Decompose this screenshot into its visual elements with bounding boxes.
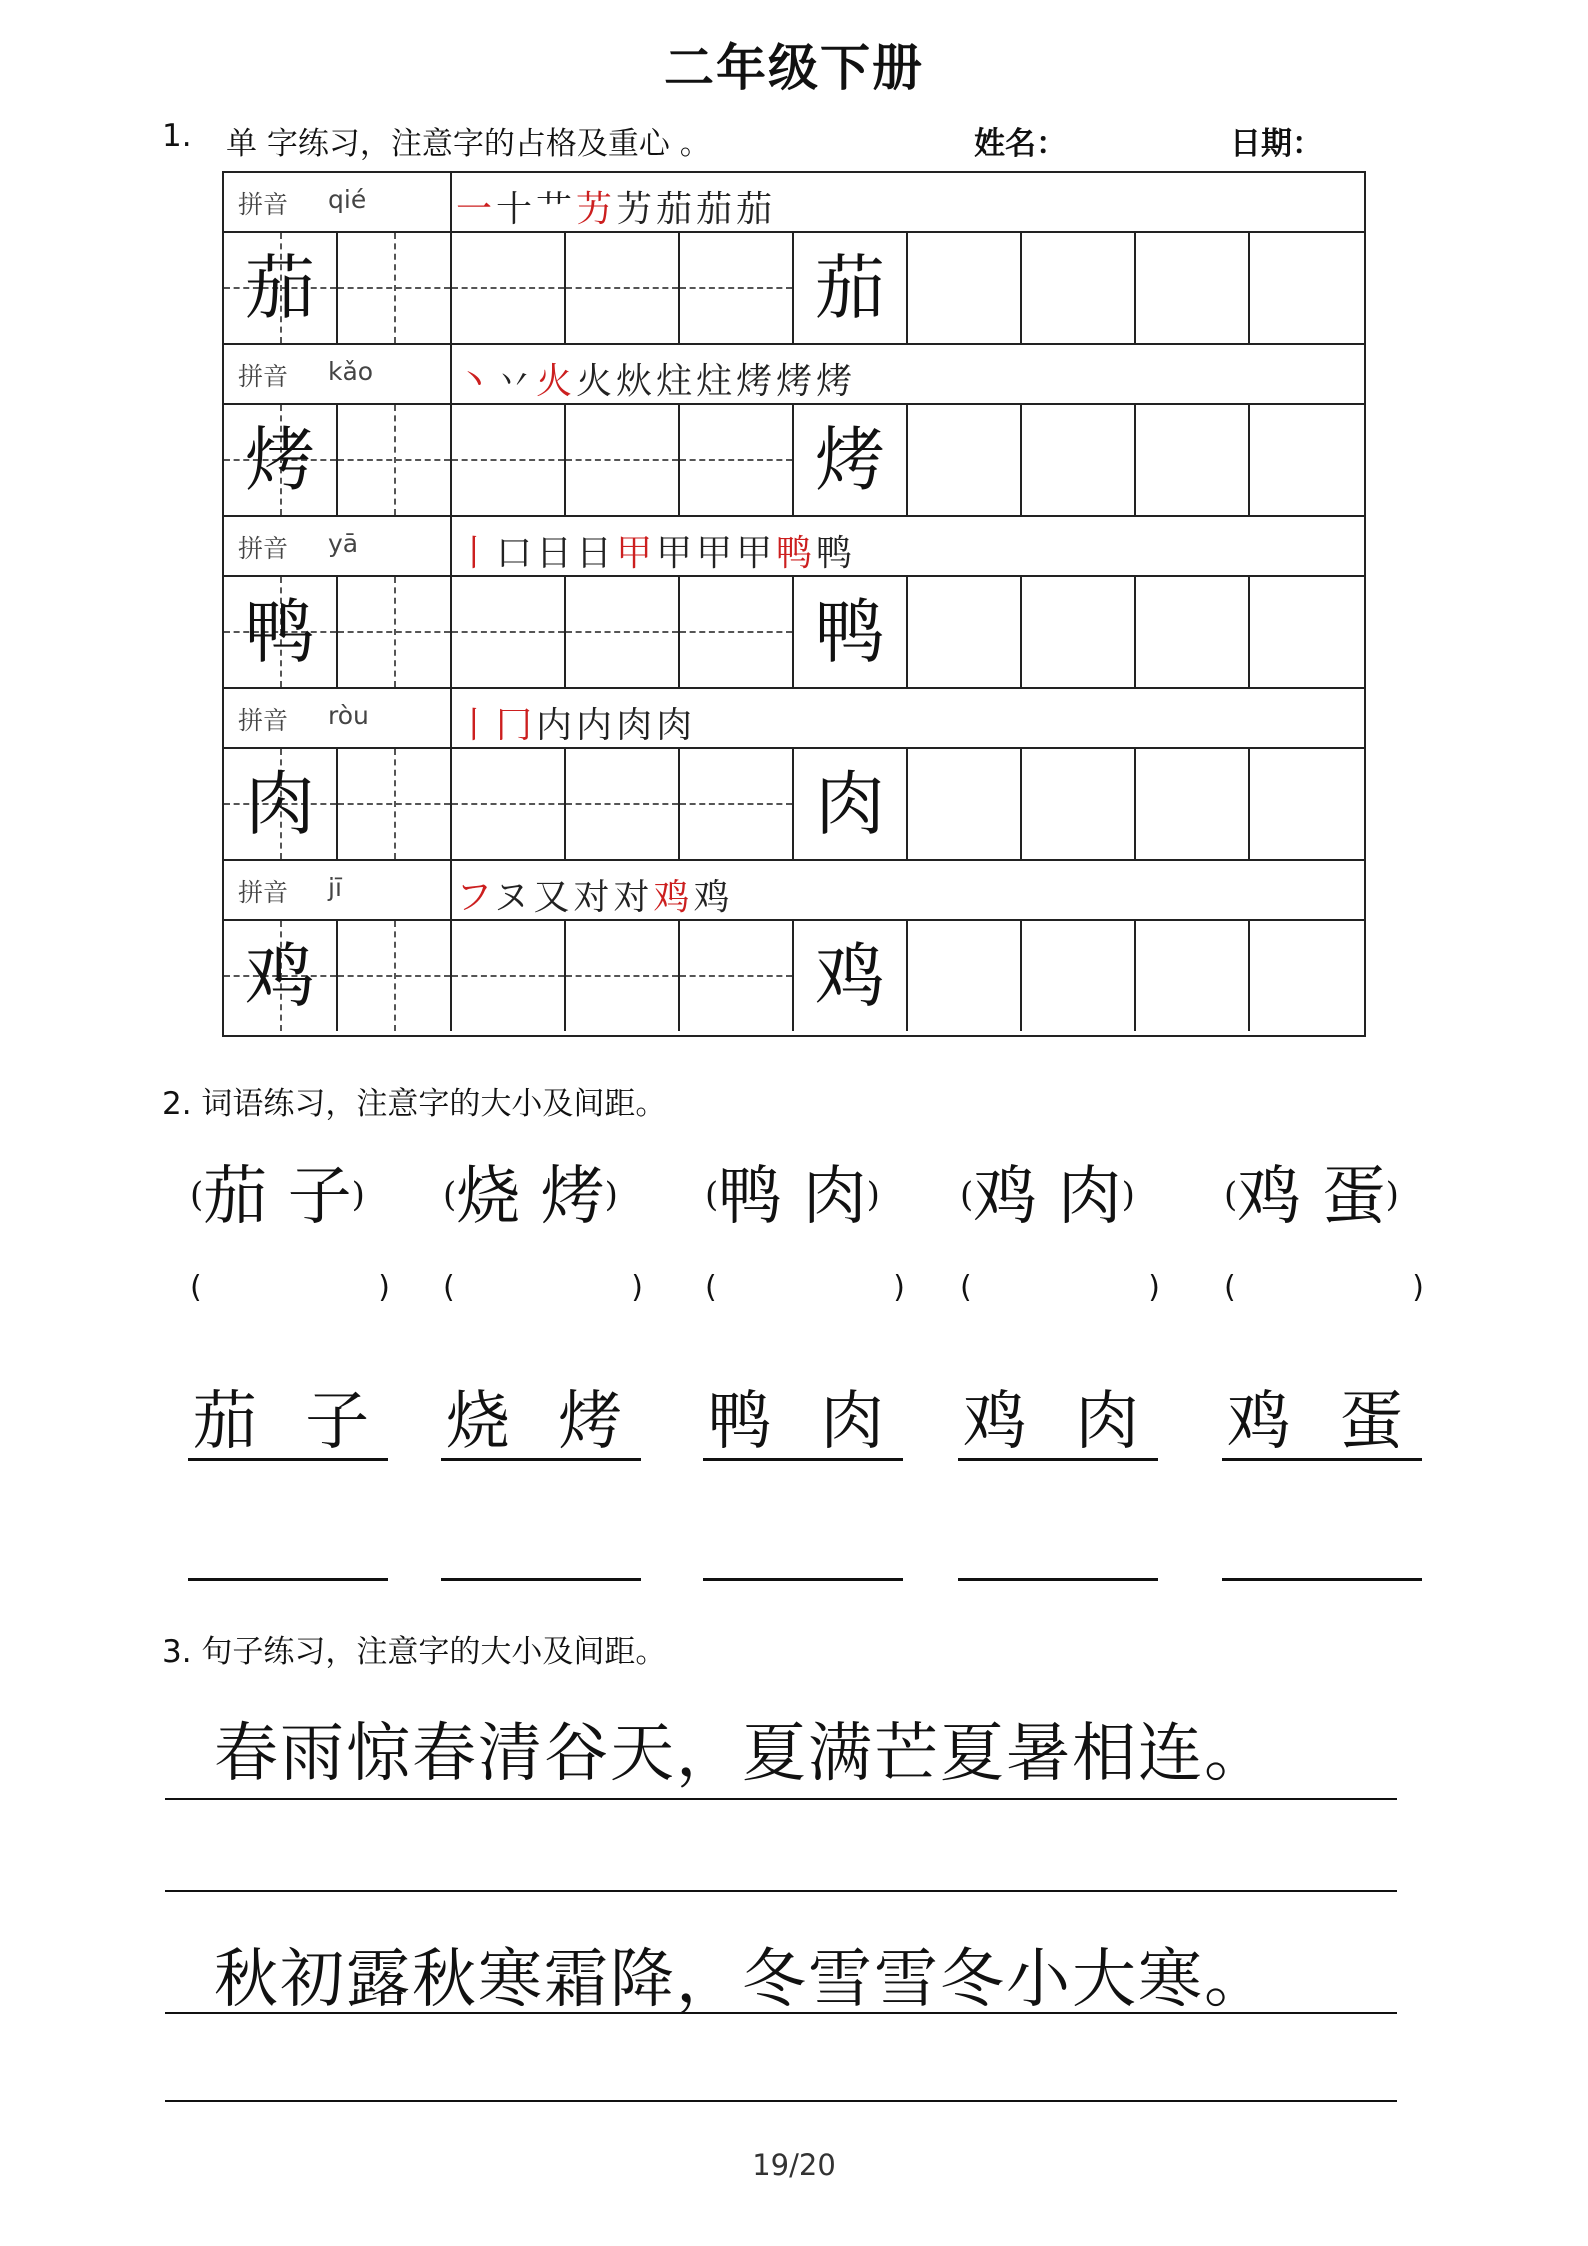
guide-line-horizontal <box>680 287 792 289</box>
stroke-order <box>456 181 776 232</box>
write-underline[interactable] <box>703 1578 903 1581</box>
pinyin-row <box>224 173 1364 233</box>
writing-cell[interactable] <box>1022 405 1136 515</box>
write-underline[interactable] <box>958 1578 1158 1581</box>
open-paren: ( <box>190 1270 202 1305</box>
stroke-step: 冂 <box>496 705 537 746</box>
word-model <box>1224 1145 1399 1237</box>
writing-cell[interactable] <box>566 405 680 515</box>
writing-cell[interactable] <box>1250 577 1364 687</box>
writing-cell[interactable] <box>794 921 908 1031</box>
stroke-step: 烤 <box>816 361 857 402</box>
model-cell <box>224 233 338 343</box>
stroke-step: 鸭 <box>816 533 857 574</box>
stroke-step: 肉 <box>616 705 657 746</box>
column-divider <box>450 345 452 403</box>
character-practice-grid <box>222 171 1366 1037</box>
sentence-writing-line[interactable] <box>165 1890 1397 1892</box>
stroke-step: 艹 <box>536 189 577 230</box>
guide-line-horizontal <box>452 975 564 977</box>
trace-character: 茄 <box>815 247 885 329</box>
stroke-step: 火 <box>576 361 617 402</box>
stroke-step: 对 <box>613 877 654 918</box>
guide-line-vertical <box>394 749 396 859</box>
character-row <box>224 577 1364 689</box>
stroke-order <box>456 525 856 576</box>
page-title: 二年级下册 <box>664 39 924 97</box>
writing-cell[interactable] <box>338 233 452 343</box>
guide-line-horizontal <box>452 287 564 289</box>
guide-line-horizontal <box>566 803 678 805</box>
writing-cell[interactable] <box>680 749 794 859</box>
column-divider <box>450 861 452 919</box>
model-character: 烤 <box>245 419 315 501</box>
trace-underline <box>1222 1458 1422 1461</box>
writing-cell[interactable] <box>1136 405 1250 515</box>
writing-cell[interactable] <box>338 921 452 1031</box>
trace-underline <box>958 1458 1158 1461</box>
stroke-step: 肉 <box>656 705 697 746</box>
stroke-step: 茄 <box>736 189 777 230</box>
model-cell <box>224 577 338 687</box>
stroke-step: 甲 <box>656 533 697 574</box>
writing-cell[interactable] <box>794 405 908 515</box>
guide-line-horizontal <box>452 631 564 633</box>
pinyin-label: 拼音 <box>238 190 289 219</box>
column-divider <box>450 689 452 747</box>
guide-line-vertical <box>394 405 396 515</box>
word-text: 烧 烤 <box>456 1160 605 1234</box>
close-paren: ) <box>351 1175 365 1215</box>
model-cell <box>224 405 338 515</box>
stroke-step: 炷 <box>656 361 697 402</box>
column-divider <box>450 173 452 231</box>
guide-line-vertical <box>394 921 396 1031</box>
trace-word: 鸡 蛋 <box>1226 1385 1418 1459</box>
guide-line-horizontal <box>566 287 678 289</box>
trace-underline <box>703 1458 903 1461</box>
writing-cell[interactable] <box>908 405 1022 515</box>
writing-cell[interactable] <box>566 921 680 1031</box>
model-cell <box>224 921 338 1031</box>
stroke-step: 火 <box>536 361 577 402</box>
trace-word: 鸡 肉 <box>962 1385 1154 1459</box>
writing-cell[interactable] <box>1250 233 1364 343</box>
word-text: 茄 子 <box>203 1160 352 1234</box>
pinyin-label: 拼音 <box>238 362 289 391</box>
write-underline[interactable] <box>441 1578 641 1581</box>
writing-cell[interactable] <box>680 577 794 687</box>
stroke-step: 又 <box>533 877 574 918</box>
pinyin-label: 拼音 <box>238 878 289 907</box>
stroke-step: 茄 <box>656 189 697 230</box>
guide-line-horizontal <box>680 459 792 461</box>
writing-cell[interactable] <box>794 577 908 687</box>
stroke-step: 丨 <box>456 705 497 746</box>
stroke-step: 一 <box>456 189 497 230</box>
writing-cell[interactable] <box>1136 921 1250 1031</box>
open-paren: ( <box>960 1270 972 1305</box>
pinyin-row <box>224 517 1364 577</box>
guide-line-horizontal <box>680 975 792 977</box>
stroke-step: 内 <box>576 705 617 746</box>
word-text: 鸡 肉 <box>973 1160 1122 1234</box>
stroke-step: 日 <box>576 533 617 574</box>
writing-cell[interactable] <box>566 577 680 687</box>
write-underline[interactable] <box>1222 1578 1422 1581</box>
guide-line-horizontal <box>566 459 678 461</box>
stroke-order <box>456 697 696 748</box>
trace-character: 烤 <box>815 419 885 501</box>
stroke-order <box>456 869 734 920</box>
model-sentence: 春雨惊春清谷天，夏满芒夏暑相连。 <box>214 1717 1270 1791</box>
section2-heading: 2. 词语练习，注意字的大小及间距。 <box>162 1086 667 1122</box>
close-paren: ) <box>866 1175 880 1215</box>
stroke-order <box>456 353 856 404</box>
stroke-step: 茄 <box>696 189 737 230</box>
page-number: 19/20 <box>752 2148 836 2182</box>
word-text: 鸡 蛋 <box>1237 1160 1386 1234</box>
close-paren: ) <box>1385 1175 1399 1215</box>
guide-line-horizontal <box>452 803 564 805</box>
open-paren: ( <box>443 1270 455 1305</box>
writing-cell[interactable] <box>1250 749 1364 859</box>
stroke-step: 鸡 <box>653 877 694 918</box>
guide-line-horizontal <box>452 459 564 461</box>
writing-cell[interactable] <box>452 405 566 515</box>
stroke-step: 甲 <box>736 533 777 574</box>
stroke-step: 甲 <box>616 533 657 574</box>
writing-cell[interactable] <box>452 577 566 687</box>
writing-cell[interactable] <box>566 233 680 343</box>
open-paren: ( <box>190 1175 204 1215</box>
word-model <box>443 1145 618 1237</box>
writing-cell[interactable] <box>452 233 566 343</box>
writing-cell[interactable] <box>908 577 1022 687</box>
character-row <box>224 233 1364 345</box>
trace-character: 鸭 <box>815 591 885 673</box>
writing-cell[interactable] <box>338 749 452 859</box>
stroke-step: 丶 <box>456 361 497 402</box>
stroke-step: 鸭 <box>776 533 817 574</box>
model-character: 茄 <box>245 247 315 329</box>
stroke-step: 十 <box>496 189 537 230</box>
stroke-step: 日 <box>536 533 577 574</box>
sentence-baseline <box>165 2012 1397 2014</box>
pinyin-label: 拼音 <box>238 534 289 563</box>
open-paren: ( <box>1224 1175 1238 1215</box>
close-paren: ) <box>604 1175 618 1215</box>
stroke-step: 艻 <box>576 189 617 230</box>
close-paren: ) <box>1412 1270 1424 1305</box>
guide-line-horizontal <box>566 631 678 633</box>
guide-line-vertical <box>394 577 396 687</box>
open-paren: ( <box>705 1175 719 1215</box>
writing-cell[interactable] <box>1136 233 1250 343</box>
section1-instruction: 单 字练习，注意字的占格及重心 。 <box>226 126 711 162</box>
guide-line-horizontal <box>680 803 792 805</box>
writing-cell[interactable] <box>1022 921 1136 1031</box>
date-label: 日期： <box>1230 126 1323 162</box>
trace-underline <box>188 1458 388 1461</box>
stroke-step: 炏 <box>616 361 657 402</box>
writing-cell[interactable] <box>908 921 1022 1031</box>
stroke-step: 内 <box>536 705 577 746</box>
stroke-step: 口 <box>496 533 537 574</box>
guide-line-horizontal <box>680 631 792 633</box>
model-character: 肉 <box>245 763 315 845</box>
character-row <box>224 405 1364 517</box>
model-character: 鸡 <box>245 935 315 1017</box>
model-sentence: 秋初露秋寒霜降，冬雪雪冬小大寒。 <box>214 1943 1270 2017</box>
stroke-step: 丨 <box>456 533 497 574</box>
column-divider <box>450 517 452 575</box>
pinyin-label: 拼音 <box>238 706 289 735</box>
stroke-step: 烤 <box>736 361 777 402</box>
close-paren: ) <box>1121 1175 1135 1215</box>
pinyin-row <box>224 345 1364 405</box>
writing-cell[interactable] <box>1136 577 1250 687</box>
open-paren: ( <box>705 1270 717 1305</box>
trace-word: 鸭 肉 <box>707 1385 899 1459</box>
stroke-step: フ <box>456 877 494 918</box>
character-row <box>224 749 1364 861</box>
writing-cell[interactable] <box>566 749 680 859</box>
trace-underline <box>441 1458 641 1461</box>
pinyin-value: yā <box>328 529 359 558</box>
stroke-step: 艻 <box>616 189 657 230</box>
writing-cell[interactable] <box>338 577 452 687</box>
trace-word: 烧 烤 <box>445 1385 637 1459</box>
writing-cell[interactable] <box>1022 749 1136 859</box>
trace-character: 鸡 <box>815 935 885 1017</box>
writing-cell[interactable] <box>1022 577 1136 687</box>
pinyin-row <box>224 689 1364 749</box>
writing-cell[interactable] <box>794 749 908 859</box>
pinyin-value: jī <box>328 873 342 902</box>
stroke-step: 鸡 <box>693 877 734 918</box>
stroke-step: 对 <box>573 877 614 918</box>
word-model <box>190 1145 365 1237</box>
model-cell <box>224 749 338 859</box>
writing-cell[interactable] <box>1022 233 1136 343</box>
sentence-baseline <box>165 1798 1397 1800</box>
open-paren: ( <box>443 1175 457 1215</box>
stroke-step: ヌ <box>493 877 534 918</box>
trace-word: 茄 子 <box>192 1385 384 1459</box>
writing-cell[interactable] <box>908 233 1022 343</box>
write-underline[interactable] <box>188 1578 388 1581</box>
writing-cell[interactable] <box>452 921 566 1031</box>
close-paren: ) <box>631 1270 643 1305</box>
section3-heading: 3. 句子练习，注意字的大小及间距。 <box>162 1634 667 1670</box>
stroke-step: 烤 <box>776 361 817 402</box>
pinyin-value: ròu <box>328 701 369 730</box>
model-character: 鸭 <box>245 591 315 673</box>
writing-cell[interactable] <box>1250 921 1364 1031</box>
pinyin-value: kǎo <box>328 357 374 386</box>
stroke-step: 甲 <box>696 533 737 574</box>
name-label: 姓名： <box>974 126 1067 162</box>
writing-cell[interactable] <box>1250 405 1364 515</box>
writing-cell[interactable] <box>1136 749 1250 859</box>
writing-cell[interactable] <box>338 405 452 515</box>
close-paren: ) <box>1148 1270 1160 1305</box>
writing-cell[interactable] <box>908 749 1022 859</box>
sentence-writing-line[interactable] <box>165 2100 1397 2102</box>
close-paren: ) <box>893 1270 905 1305</box>
open-paren: ( <box>1224 1270 1236 1305</box>
writing-cell[interactable] <box>452 749 566 859</box>
close-paren: ) <box>378 1270 390 1305</box>
stroke-step: 丷 <box>496 361 537 402</box>
word-text: 鸭 肉 <box>718 1160 867 1234</box>
open-paren: ( <box>960 1175 974 1215</box>
writing-cell[interactable] <box>794 233 908 343</box>
pinyin-row <box>224 861 1364 921</box>
guide-line-vertical <box>394 233 396 343</box>
character-row <box>224 921 1364 1033</box>
writing-cell[interactable] <box>680 921 794 1031</box>
word-model <box>960 1145 1135 1237</box>
section1-number: 1. <box>162 118 192 154</box>
writing-cell[interactable] <box>680 405 794 515</box>
guide-line-horizontal <box>566 975 678 977</box>
word-model <box>705 1145 880 1237</box>
stroke-step: 炷 <box>696 361 737 402</box>
writing-cell[interactable] <box>680 233 794 343</box>
trace-character: 肉 <box>815 763 885 845</box>
pinyin-value: qié <box>328 185 367 214</box>
